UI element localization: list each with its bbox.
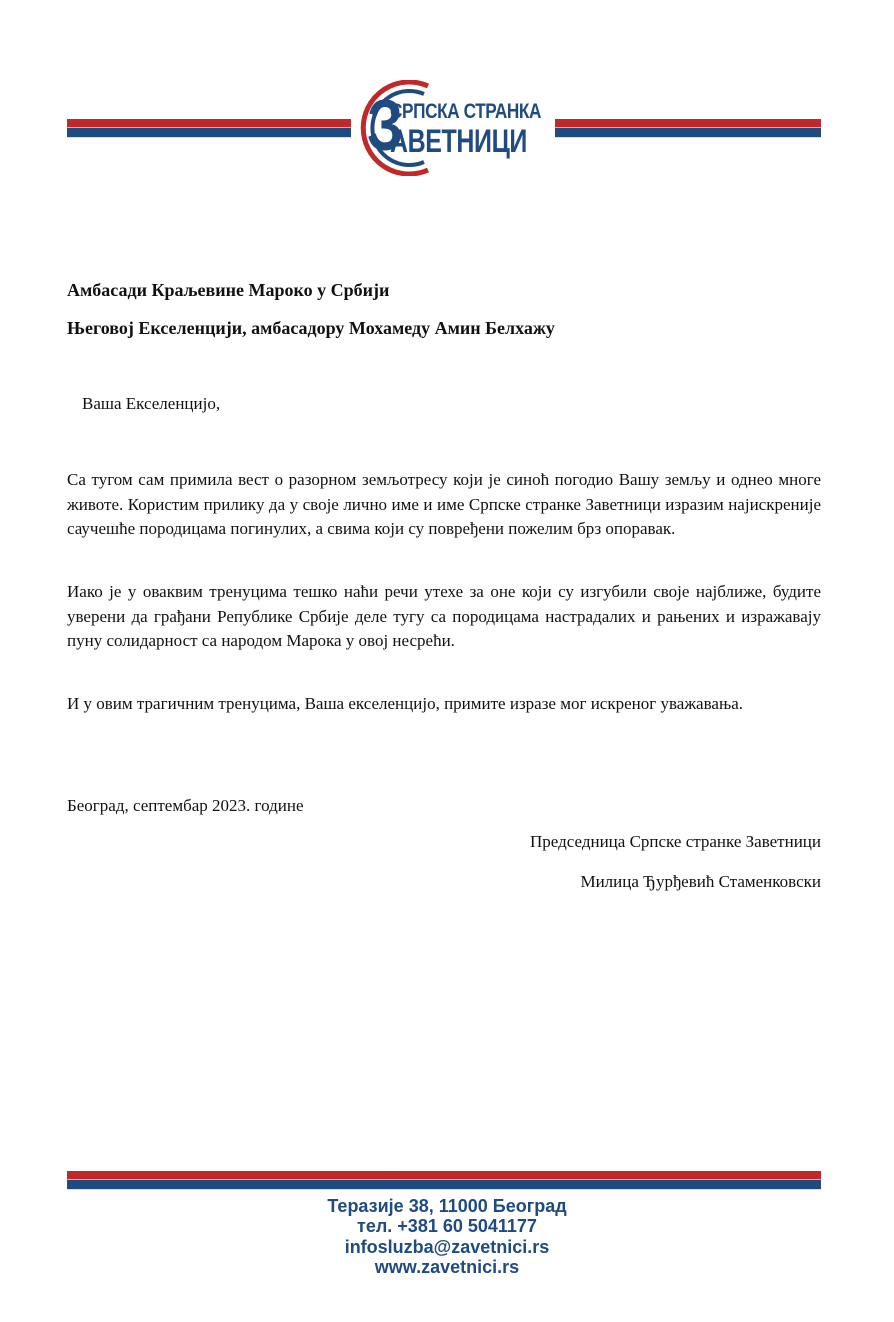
logo-initial: З — [367, 86, 403, 166]
paragraph: Са тугом сам примила вест о разорном земљотресу који је синоћ погодио Вашу земљу и однео многе животе. Користим прилику да у своје лично име и име Српске странке Заветници изразим најискреније саучешће породицама погинулих, а свима који су повређени пожелим брз опоравак. — [67, 470, 821, 538]
footer-website[interactable]: www.zavetnici.rs — [374, 1257, 520, 1277]
footer-phone: тел. +381 60 5041177 — [357, 1216, 537, 1236]
footer-email[interactable]: infosluzba@zavetnici.rs — [344, 1237, 550, 1257]
paragraph: И у овим трагичним тренуцима, Ваша екселенцијо, примите изразе мог искреног уважавања. — [67, 694, 744, 713]
salutation: Ваша Екселенцијо, — [82, 394, 221, 413]
header-stripe-right — [555, 119, 821, 138]
recipient-line1: Амбасади Краљевине Мароко у Србији — [67, 280, 390, 300]
signature-name: Милица Ђурђевић Стаменковски — [580, 872, 821, 891]
header-stripe-left — [67, 119, 351, 138]
recipient-line2: Његовој Екселенцији, амбасадору Мохамеду Амин Белхажу — [67, 318, 555, 338]
paragraph: Иако је у оваквим тренуцима тешко наћи речи утехе за оне који су изгубили своје најближе, будите уверени да грађани Републике Србије деле тугу са породицама настрадалих и рањених и изражавају пуну солидарност са народом Марока у овој несрећи. — [67, 582, 821, 650]
logo-line1: СРПСКА СТРАНКА — [390, 100, 542, 123]
logo-line2: АВЕТНИЦИ — [390, 123, 527, 159]
footer-address: Теразије 38, 11000 Београд — [327, 1196, 567, 1216]
party-logo — [340, 80, 560, 176]
signature-title: Председница Српске странке Заветници — [530, 832, 821, 851]
date-line: Београд, септембар 2023. године — [67, 796, 304, 815]
footer-stripe — [67, 1171, 821, 1190]
